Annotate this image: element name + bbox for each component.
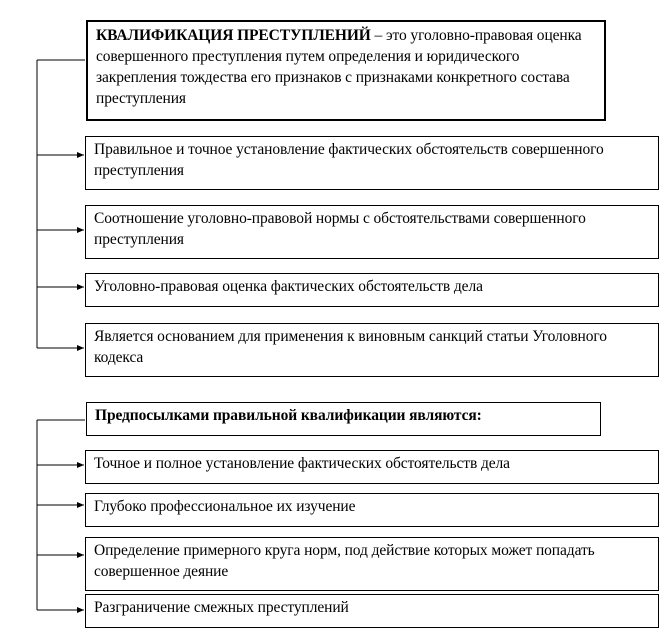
prerequisite-box <box>85 450 659 484</box>
definition-text: – это уголовно-правовая оценка совершенного преступления путем определения и юридического закрепления тождества его признаков с признаками конкретного состава преступления <box>96 27 582 107</box>
aspect-box <box>85 273 659 307</box>
prerequisite-box <box>85 537 659 591</box>
prerequisite-text: Определение примерного круга норм, под действие которых может попадать совершенное деяние <box>94 542 595 580</box>
aspect-box <box>85 205 659 259</box>
aspect-text: Соотношение уголовно-правовой нормы с обстоятельствами совершенного преступления <box>94 210 586 248</box>
aspect-text: Уголовно-правовая оценка фактических обстоятельств дела <box>94 278 483 295</box>
group2-connectors <box>37 420 85 610</box>
prerequisite-text: Глубоко профессиональное их изучение <box>94 498 356 515</box>
definition-box <box>86 20 606 121</box>
prerequisite-text: Разграничение смежных преступлений <box>94 599 349 616</box>
aspect-box <box>85 323 659 377</box>
prerequisite-box <box>85 594 659 628</box>
aspect-text: Является основанием для применения к виновным санкций статьи Уголовного кодекса <box>94 328 607 366</box>
definition-term: КВАЛИФИКАЦИЯ ПРЕСТУПЛЕНИЙ <box>96 27 371 44</box>
aspect-box <box>85 136 659 190</box>
prerequisites-header <box>86 402 601 436</box>
prerequisite-box <box>85 493 659 527</box>
prerequisites-header-text: Предпосылками правильной квалификации являются: <box>95 407 482 424</box>
group1-connectors <box>37 60 85 348</box>
prerequisite-text: Точное и полное установление фактических обстоятельств дела <box>94 455 510 472</box>
aspect-text: Правильное и точное установление фактических обстоятельств совершенного преступления <box>94 141 604 179</box>
